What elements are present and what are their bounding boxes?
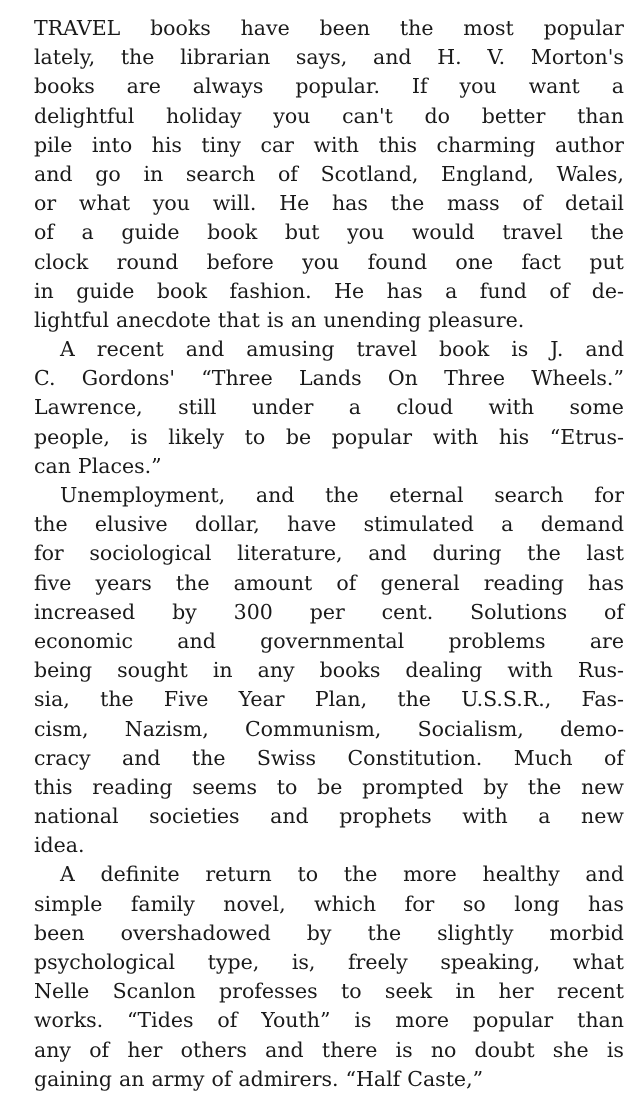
text-line: pile into his tiny car with this charming author <box>34 132 624 157</box>
article-column <box>34 14 624 1094</box>
text-line: books are always popular. If you want a <box>34 74 624 99</box>
text-line: Unemployment, and the eternal search for <box>60 483 624 507</box>
text-line: been overshadowed by the slightly morbid <box>34 920 624 945</box>
text-line: in guide book fashion. He has a fund of de- <box>34 278 624 303</box>
text-line: the elusive dollar, have stimulated a demand <box>34 512 624 537</box>
text-line: works. “Tides of Youth” is more popular than <box>34 1008 624 1033</box>
text-line: economic and governmental problems are <box>34 628 624 653</box>
text-line: A definite return to the more healthy and <box>60 862 624 887</box>
text-line: simple family novel, which for so long has <box>34 891 624 916</box>
text-line: lightful anecdote that is an unending pleasure. <box>34 307 525 332</box>
paragraph <box>34 481 624 860</box>
text-line: increased by 300 per cent. Solutions of <box>34 599 624 624</box>
text-line: people, is likely to be popular with his “Etrus- <box>34 424 624 449</box>
text-line: A recent and amusing travel book is J. and <box>60 337 624 362</box>
text-line: this reading seems to be prompted by the new <box>34 774 624 799</box>
text-line: can Places.” <box>34 453 162 478</box>
text-line: any of her others and there is no doubt she is <box>34 1037 624 1062</box>
text-line: for sociological literature, and during the last <box>34 541 624 566</box>
text-line: C. Gordons' “Three Lands On Three Wheels.” <box>34 366 624 391</box>
text-line: being sought in any books dealing with Rus- <box>34 658 624 683</box>
text-line: psychological type, is, freely speaking, what <box>34 950 624 974</box>
text-line: cism, Nazism, Communism, Socialism, demo- <box>34 716 624 741</box>
text-line: five years the amount of general reading has <box>34 570 624 595</box>
text-line: Lawrence, still under a cloud with some <box>34 395 624 420</box>
text-line: clock round before you found one fact put <box>34 249 624 274</box>
text-line: lately, the librarian says, and H. V. Morton's <box>34 45 624 70</box>
text-line: national societies and prophets with a new <box>34 804 624 829</box>
text-line: or what you will. He has the mass of detail <box>34 191 624 216</box>
paragraph <box>34 860 624 1094</box>
text-line: TRAVEL books have been the most popular <box>34 16 624 40</box>
text-line: Nelle Scanlon professes to seek in her recent <box>34 979 624 1004</box>
text-line: delightful holiday you can't do better than <box>34 103 624 128</box>
text-line: idea. <box>34 833 85 858</box>
paragraph <box>34 14 624 335</box>
text-line: cracy and the Swiss Constitution. Much of <box>34 745 624 770</box>
paragraph <box>34 335 624 481</box>
text-line: gaining an army of admirers. “Half Caste,” <box>34 1066 484 1091</box>
text-line: and go in search of Scotland, England, Wales, <box>34 161 624 186</box>
text-line: sia, the Five Year Plan, the U.S.S.R., Fas- <box>34 687 624 712</box>
text-line: of a guide book but you would travel the <box>34 220 624 245</box>
